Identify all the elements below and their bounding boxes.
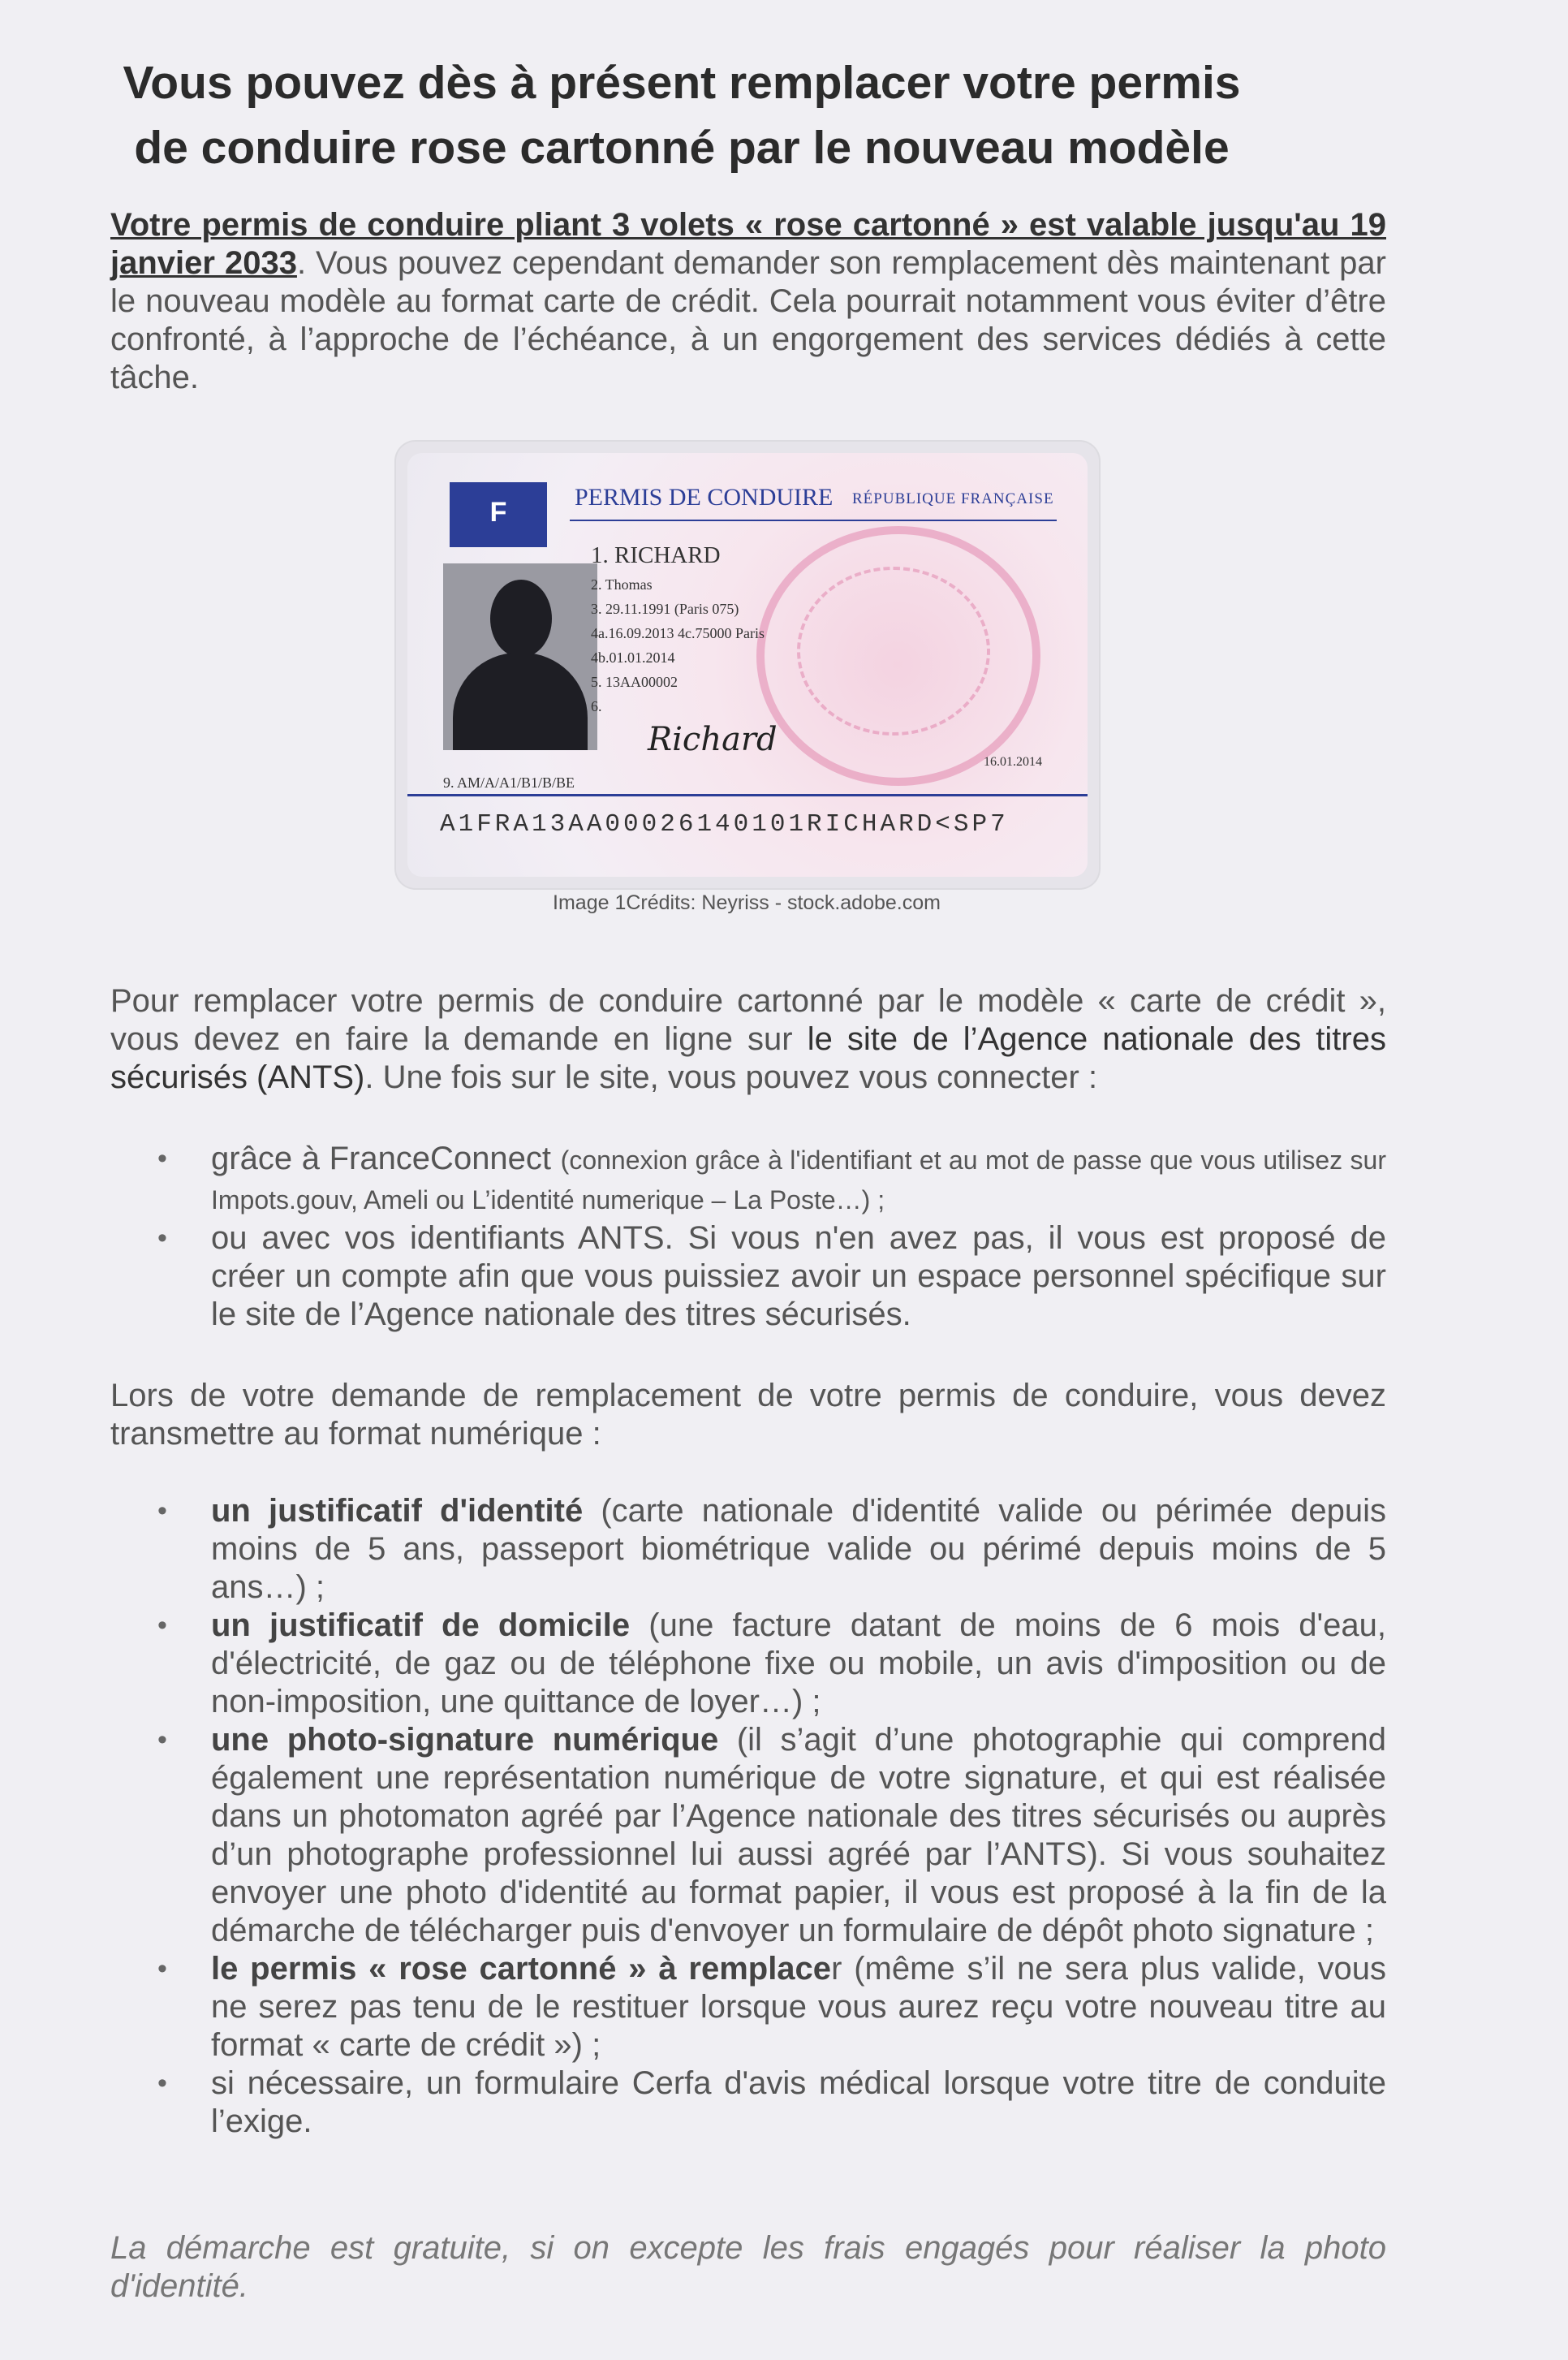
eu-flag-icon: [450, 482, 547, 547]
card-field-number: 5. 13AA00002: [591, 674, 678, 690]
ants-text-2: . Une fois sur le site, vous pouvez vous connecter :: [364, 1059, 1098, 1095]
licence-card: [407, 453, 1088, 877]
card-field-firstname: 2. Thomas: [591, 576, 653, 593]
driving-licence-image: [396, 442, 1099, 888]
card-field-categories: 9. AM/A/A1/B1/B/BE: [443, 774, 575, 791]
mrz-rule: [407, 794, 1088, 796]
holder-signature: Richard: [648, 721, 778, 758]
card-field-issue: 4a.16.09.2013 4c.75000 Paris: [591, 625, 765, 641]
ants-site-link[interactable]: le site de l’Agence nationale des titres sécurisés (ANTS): [110, 1021, 1386, 1095]
card-field-surname: 1. RICHARD: [591, 542, 721, 568]
list-item: • le permis « rose cartonné » à remplacer (même s’il ne sera plus valide, vous ne serez pas tenu de le restituer lorsque vous aurez reçu votre nouveau titre au format « carte de crédit ») ;: [110, 1950, 1386, 2064]
required-documents-list: [110, 1492, 1386, 2141]
connection-options-list: [110, 1140, 1386, 1334]
list-item: • un justificatif d'identité (carte nationale d'identité valide ou périmée depuis moins de 5 ans, passeport biométrique valide ou périmé depuis moins de 5 ans…) ;: [110, 1492, 1386, 1607]
card-republic-label: RÉPUBLIQUE FRANÇAISE: [852, 490, 1054, 507]
card-field-birth: 3. 29.11.1991 (Paris 075): [591, 601, 739, 617]
card-title-rule: [570, 520, 1057, 521]
documents-intro-paragraph: Lors de votre demande de remplacement de votre permis de conduire, vous devez transmettre au format numérique :: [110, 1378, 1386, 1452]
list-item: • une photo-signature numérique (il s’agit d’une photographie qui comprend également une représentation numérique de votre signature, et qui est réalisée dans un photomaton agréé par l’Agence nationale des titres sécurisés ou auprès d’un photographe professionnel lui aussi agréé par l’ANTS). Si vous souhaitez envoyer une photo d'identité au format papier, il vous est proposé à la fin de la démarche de télécharger puis d'envoyer un formulaire de dépôt photo signature ;: [110, 1721, 1386, 1950]
card-field-6: 6.: [591, 698, 602, 714]
card-title: PERMIS DE CONDUIRE: [575, 484, 834, 511]
list-item: • un justificatif de domicile (une facture datant de moins de 6 mois d'eau, d'électricité, de gaz ou de téléphone fixe ou mobile, un avis d'imposition ou de non-imposition, une quittance de loyer…) ;: [110, 1607, 1386, 1721]
list-item: • si nécessaire, un formulaire Cerfa d'avis médical lorsque votre titre de conduite l’exige.: [110, 2064, 1386, 2141]
holder-photo-silhouette: [443, 563, 597, 750]
list-item: • ou avec vos identifiants ANTS. Si vous n'en avez pas, il vous est proposé de créer un compte afin que vous puissiez avoir un espace personnel spécifique sur le site de l’Agence nationale des titres sécurisés.: [110, 1219, 1386, 1334]
title-line-1: Vous pouvez dès à présent remplacer votre permis: [123, 57, 1241, 109]
intro-paragraph: [110, 206, 1386, 397]
title-line-2: de conduire rose cartonné par le nouveau modèle: [134, 122, 1230, 174]
republic-stamp-inner: [797, 567, 990, 736]
page-title: [106, 50, 1258, 180]
footer-note: La démarche est gratuite, si on excepte les frais engagés pour réaliser la photo d'identité.: [110, 2230, 1386, 2304]
flag-letter: F: [489, 497, 507, 528]
silhouette-head: [490, 580, 552, 658]
card-field-expiry: 4b.01.01.2014: [591, 649, 675, 666]
intro-validity-statement: Votre permis de conduire pliant 3 volets « rose cartonné » est valable jusqu'au 19 janvier 2033: [110, 207, 1386, 281]
intro-rest: . Vous pouvez cependant demander son remplacement dès maintenant par le nouveau modèle au format carte de crédit. Cela pourrait notamment vous éviter d’être confronté, à l’approche de l’échéance, à un engorgement des services dédiés à cette tâche.: [110, 245, 1386, 395]
card-mrz: A1FRA13AA00026140101RICHARD<SP7: [440, 810, 1009, 839]
silhouette-body: [453, 653, 588, 750]
ants-paragraph: [110, 982, 1386, 1097]
card-field-date: 16.01.2014: [984, 755, 1042, 769]
list-item: • grâce à FranceConnect (connexion grâce à l'identifiant et au mot de passe que vous utilisez sur Impots.gouv, Ameli ou L’identité numerique – La Poste…) ;: [110, 1140, 1386, 1219]
image-caption: Image 1Crédits: Neyriss - stock.adobe.com: [553, 891, 941, 914]
ants-text-1: Pour remplacer votre permis de conduire cartonné par le modèle « carte de crédit », vous devez en faire la demande en ligne sur: [110, 983, 1386, 1057]
